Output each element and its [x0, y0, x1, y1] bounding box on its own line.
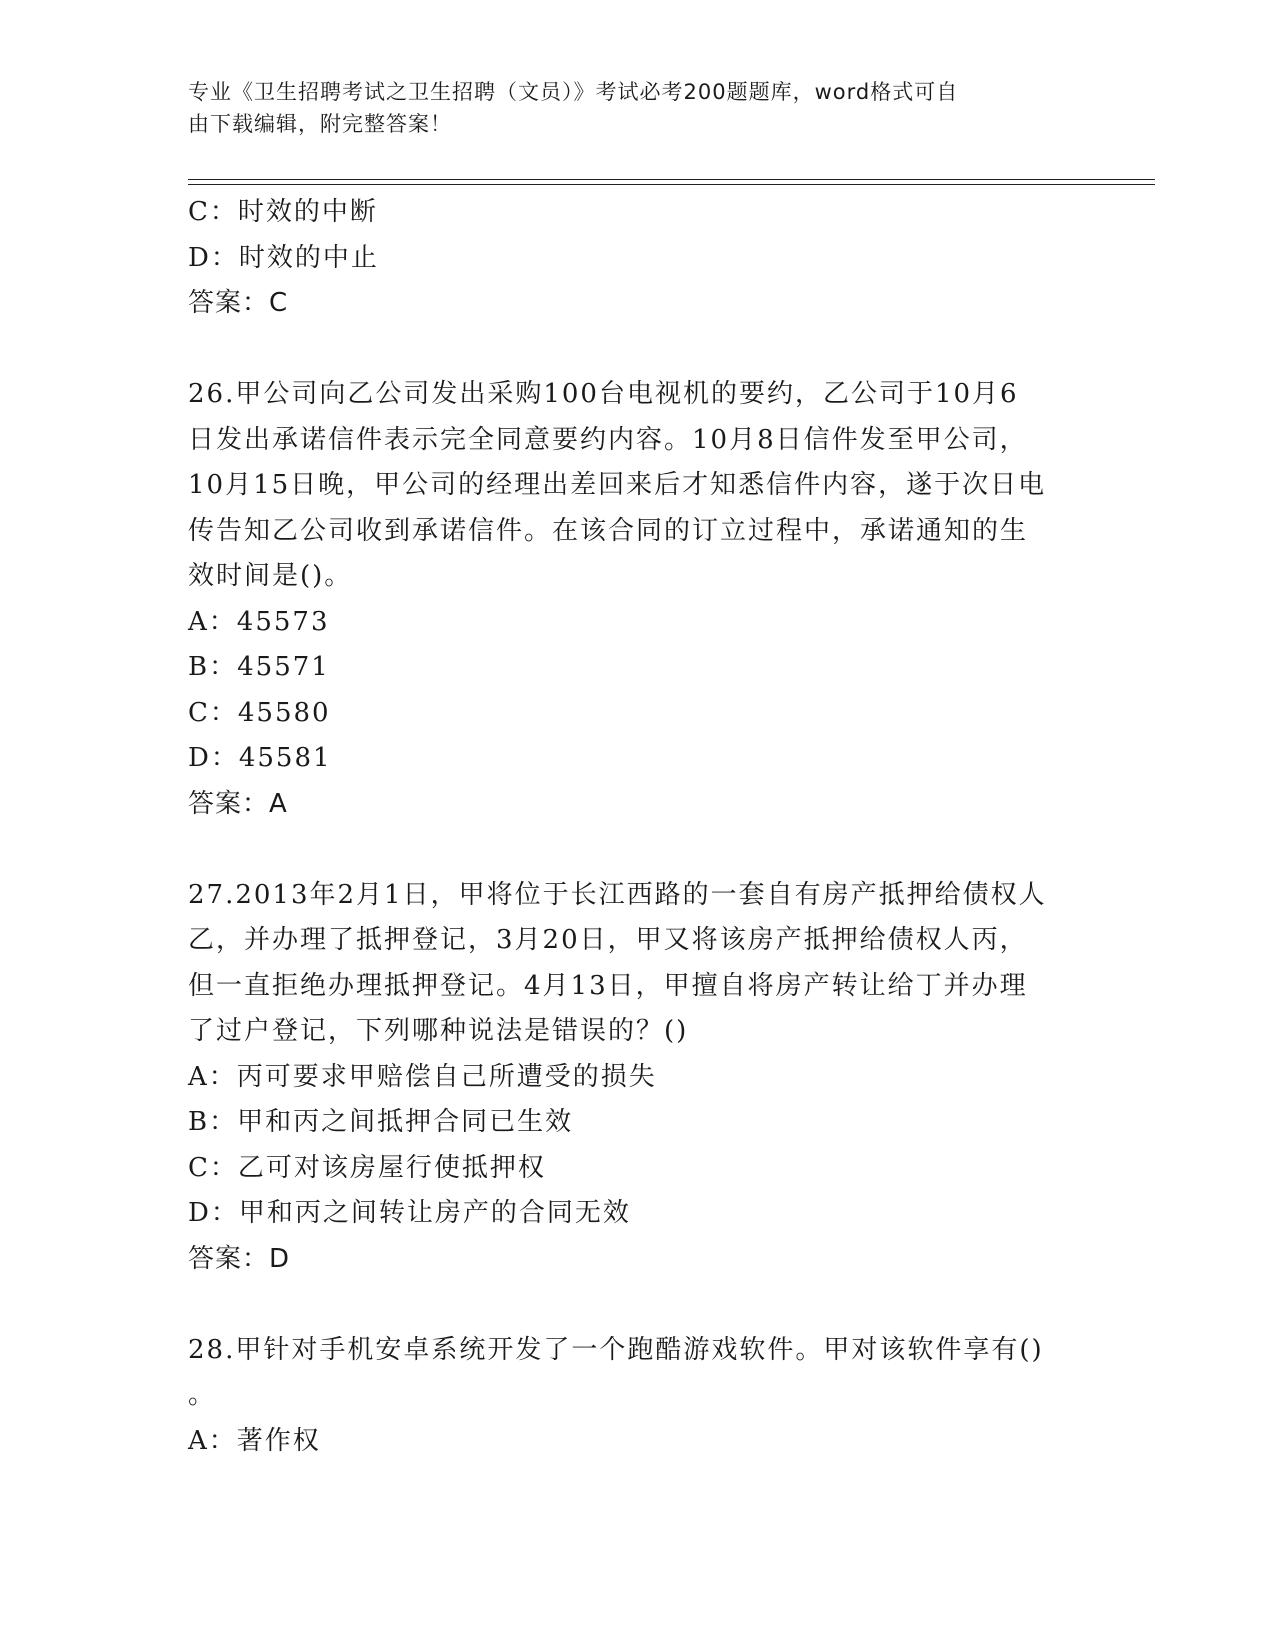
option-c: C：时效的中断	[188, 197, 378, 227]
answer-line: 答案：C	[188, 288, 289, 318]
answer-line: 答案：D	[188, 1243, 291, 1274]
question-text-line: 但一直拒绝办理抵押登记。4月13日，甲擅自将房产转让给丁并办理	[188, 970, 1028, 1001]
header-divider-top	[188, 179, 1155, 180]
question-text-line: 26.甲公司向乙公司发出采购100台电视机的要约，乙公司于10月6	[188, 379, 1019, 409]
question-28	[188, 1328, 1088, 1465]
question-text-line: 27.2013年2月1日，甲将位于长江西路的一套自有房产抵押给债权人	[188, 879, 1047, 910]
option-b: B：45571	[188, 652, 330, 682]
question-text-line: 。	[188, 1380, 217, 1410]
question-25-tail	[188, 190, 1088, 327]
option-b: B：甲和丙之间抵押合同已生效	[188, 1107, 574, 1137]
question-text-line: 10月15日晚，甲公司的经理出差回来后才知悉信件内容，遂于次日电	[188, 470, 1047, 500]
option-d: D：45581	[188, 743, 332, 773]
question-text-line: 乙，并办理了抵押登记，3月20日，甲又将该房产抵押给债权人丙，	[188, 925, 1028, 955]
document-body	[188, 190, 1088, 1464]
header-line-2: 由下载编辑，附完整答案！	[188, 112, 452, 136]
option-a: A：著作权	[188, 1425, 321, 1456]
option-d: D：时效的中止	[188, 242, 379, 273]
question-text-line: 28.甲针对手机安卓系统开发了一个跑酷游戏软件。甲对该软件享有()	[188, 1334, 1044, 1365]
question-27	[188, 873, 1088, 1283]
header-line-1: 专业《卫生招聘考试之卫生招聘（文员）》考试必考200题题库，word格式可自	[188, 80, 959, 104]
answer-line: 答案：A	[188, 788, 288, 819]
option-d: D：甲和丙之间转让房产的合同无效	[188, 1198, 631, 1228]
option-a: A：丙可要求甲赔偿自己所遭受的损失	[188, 1061, 657, 1092]
header-divider-bottom	[188, 184, 1155, 185]
question-text-line: 了过户登记，下列哪种说法是错误的？()	[188, 1016, 689, 1046]
question-text-line: 传告知乙公司收到承诺信件。在该合同的订立过程中，承诺通知的生	[188, 515, 1029, 546]
option-c: C：45580	[188, 697, 331, 728]
option-a: A：45573	[188, 606, 330, 637]
question-26	[188, 372, 1088, 827]
option-c: C：乙可对该房屋行使抵押权	[188, 1152, 546, 1183]
question-text-line: 效时间是()。	[188, 561, 353, 591]
question-text-line: 日发出承诺信件表示完全同意要约内容。10月8日信件发至甲公司，	[188, 424, 1028, 455]
document-header	[188, 76, 1088, 140]
